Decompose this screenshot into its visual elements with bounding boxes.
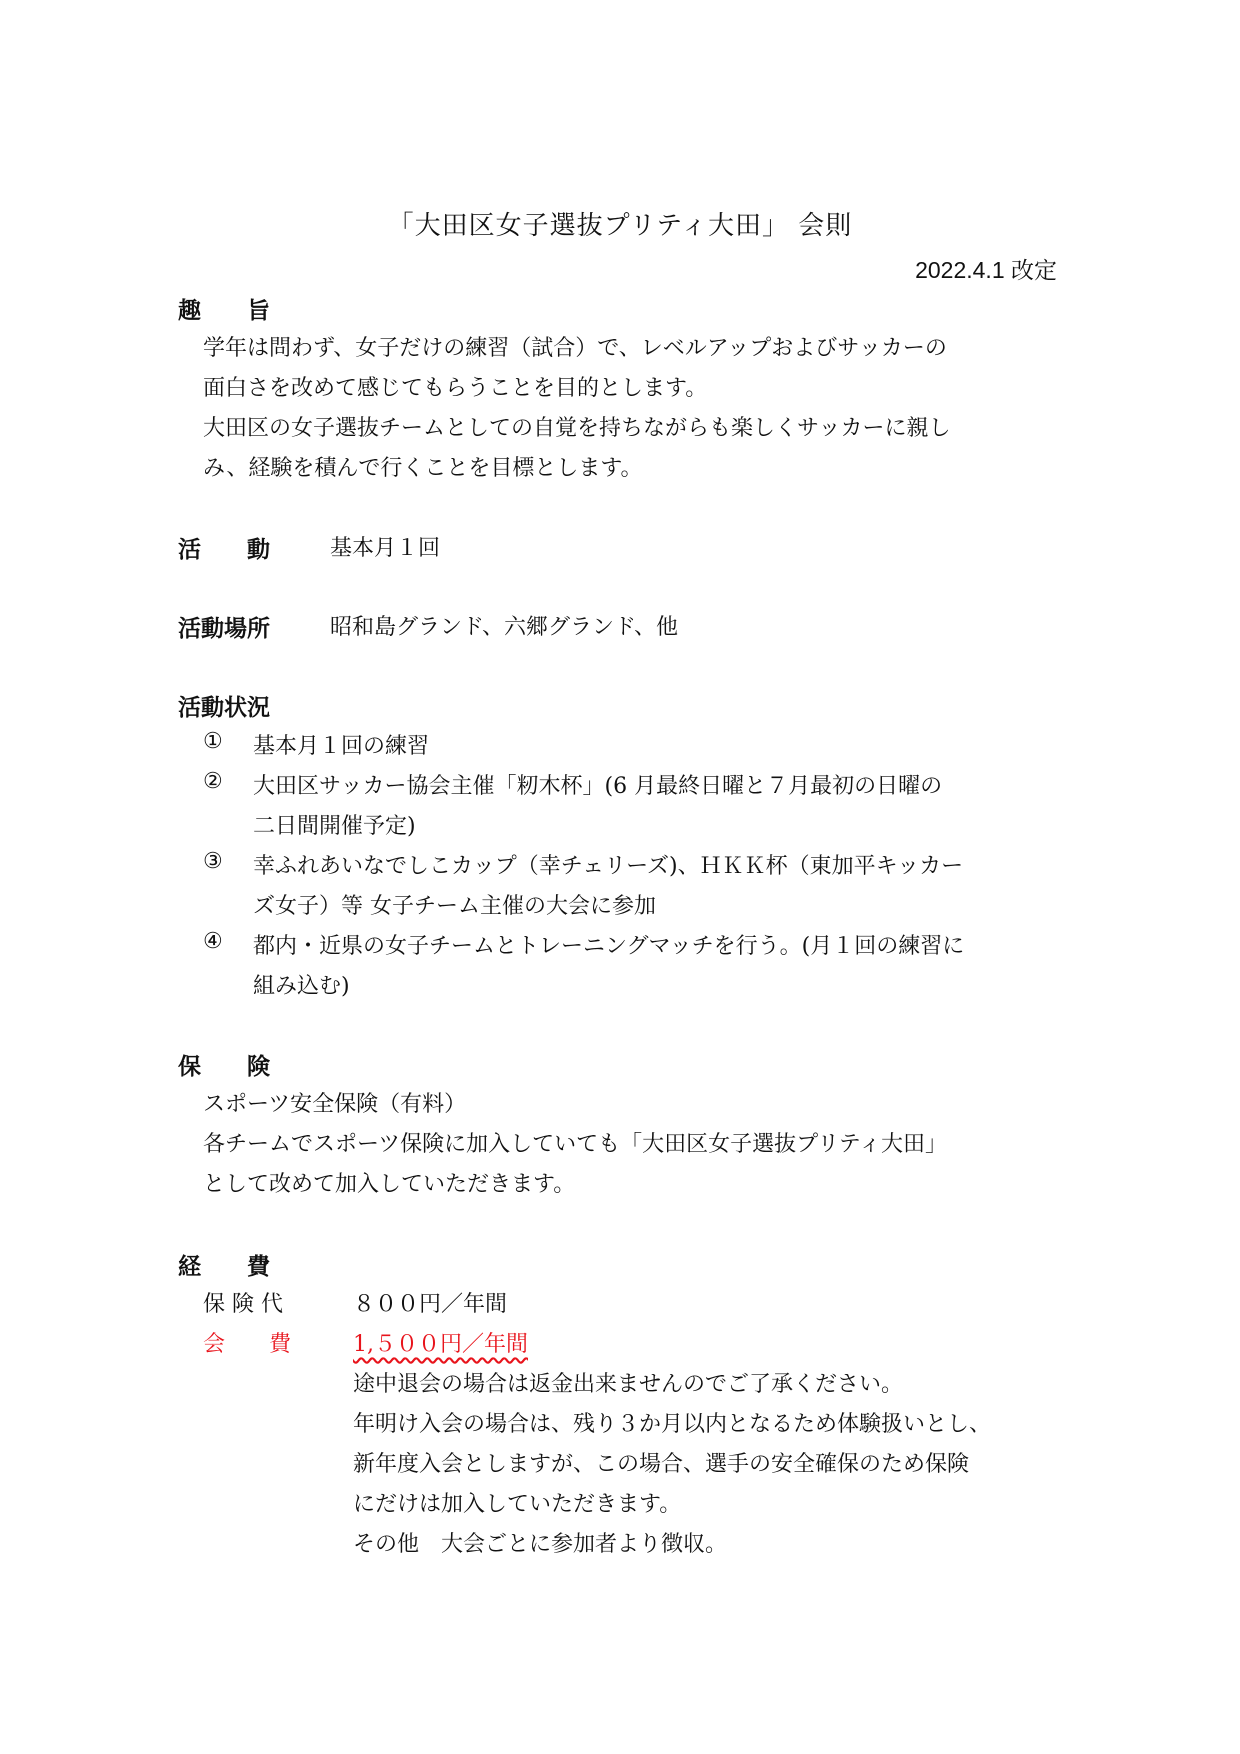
insurance-fee-label: 保 険 代 bbox=[203, 1292, 283, 1317]
status-item-line: 二日間開催予定) bbox=[253, 814, 416, 839]
activity-heading: 活 動 bbox=[178, 537, 270, 563]
expense-note: その他 大会ごとに参加者より徴収。 bbox=[353, 1532, 728, 1557]
purpose-line: み、経験を積んで行くことを目標とします。 bbox=[203, 456, 643, 481]
status-item-number: ③ bbox=[203, 849, 223, 874]
status-item-line: 基本月１回の練習 bbox=[253, 734, 430, 759]
status-item-number: ④ bbox=[203, 929, 223, 954]
status-heading: 活動状況 bbox=[178, 695, 270, 721]
insurance-line: 各チームでスポーツ保険に加入していても「大田区女子選抜プリティ大田」 bbox=[203, 1132, 948, 1157]
purpose-heading: 趣 旨 bbox=[178, 298, 270, 324]
expense-note: 新年度入会としますが、この場合、選手の安全確保のため保険 bbox=[353, 1452, 970, 1477]
purpose-line: 学年は問わず、女子だけの練習（試合）で、レベルアップおよびサッカーの bbox=[203, 336, 947, 361]
insurance-heading: 保 険 bbox=[178, 1054, 270, 1080]
membership-fee-label: 会 費 bbox=[203, 1332, 292, 1357]
purpose-line: 面白さを改めて感じてもらうことを目的とします。 bbox=[203, 376, 708, 401]
status-item-number: ① bbox=[203, 729, 223, 754]
insurance-line: スポーツ安全保険（有料） bbox=[203, 1092, 467, 1117]
expense-note: 途中退会の場合は返金出来ませんのでご了承ください。 bbox=[353, 1372, 904, 1397]
insurance-fee-value: ８００円／年間 bbox=[353, 1292, 508, 1317]
status-item-line: 都内・近県の女子チームとトレーニングマッチを行う。(月１回の練習に bbox=[253, 934, 965, 959]
status-item-line: 組み込む) bbox=[253, 974, 350, 999]
page-title: 「大田区女子選抜プリティ大田」 会則 bbox=[387, 211, 853, 241]
location-value: 昭和島グランド、六郷グランド、他 bbox=[330, 615, 679, 640]
expenses-heading: 経 費 bbox=[178, 1254, 270, 1280]
purpose-line: 大田区の女子選抜チームとしての自覚を持ちながらも楽しくサッカーに親し bbox=[203, 416, 951, 441]
status-item-line: ズ女子）等 女子チーム主催の大会に参加 bbox=[253, 894, 656, 919]
revision-date: 2022.4.1 改定 bbox=[915, 257, 1057, 283]
expense-note: にだけは加入していただきます。 bbox=[353, 1492, 682, 1517]
status-item-line: 幸ふれあいなでしこカップ（幸チェリーズ)、ＨＫＫ杯（東加平キッカー bbox=[253, 854, 964, 879]
activity-value: 基本月１回 bbox=[330, 536, 441, 561]
status-item-line: 大田区サッカー協会主催「籾木杯」(6 月最終日曜と７月最初の日曜の bbox=[253, 774, 943, 799]
status-item-number: ② bbox=[203, 769, 223, 794]
expense-note: 年明け入会の場合は、残り３か月以内となるため体験扱いとし、 bbox=[353, 1412, 992, 1437]
location-heading: 活動場所 bbox=[178, 616, 270, 642]
insurance-line: として改めて加入していただきます。 bbox=[203, 1172, 576, 1197]
membership-fee-value: 1,５００円／年間 bbox=[353, 1332, 528, 1357]
